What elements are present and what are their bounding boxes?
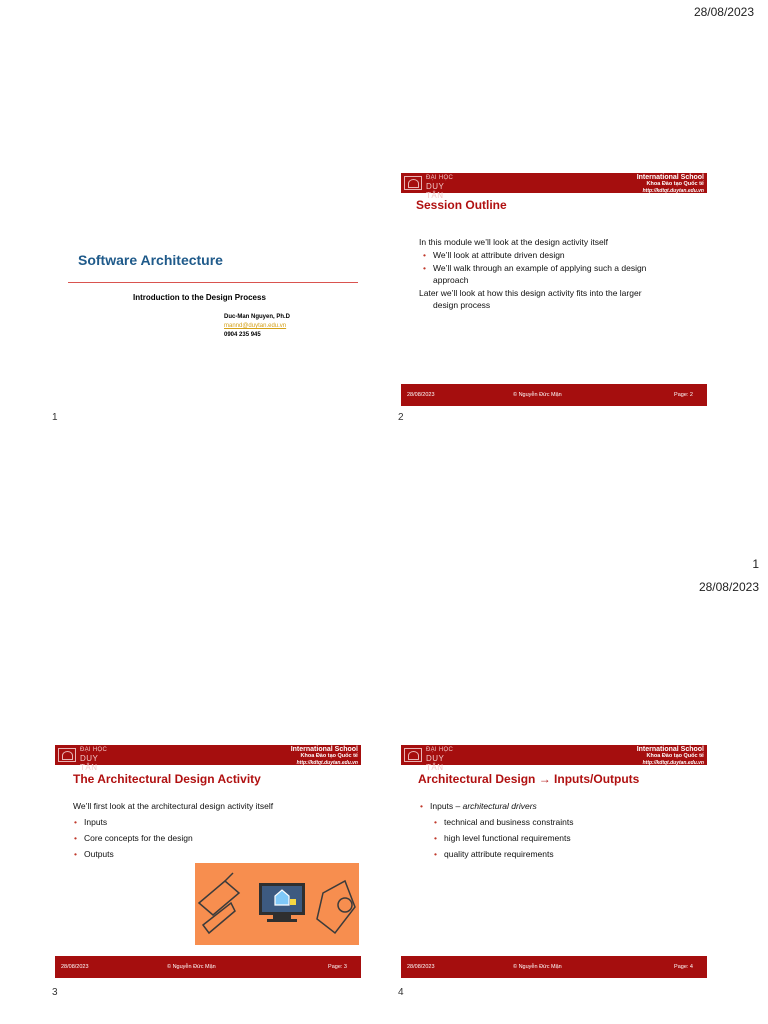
footer-page: Page: 3 — [328, 964, 347, 970]
bullet-item: • Outputs — [84, 849, 114, 860]
school-name-vn: Khoa Đào tạo Quốc tế — [646, 753, 704, 759]
slide-title: Architectural Design → Inputs/Outputs — [418, 772, 640, 786]
sub-bullet-item: • high level functional requirements — [444, 833, 571, 844]
university-logo — [404, 747, 462, 772]
logo-emblem-icon — [404, 748, 422, 762]
school-name-vn: Khoa Đào tạo Quốc tế — [300, 753, 358, 759]
author-name: Duc-Man Nguyen, Ph.D — [224, 314, 291, 320]
slide-header-bar — [401, 173, 707, 200]
school-url: http://kdtqt.duytan.edu.vn — [296, 760, 358, 766]
footer-date: 28/08/2023 — [407, 392, 435, 398]
slide-footer — [55, 956, 361, 978]
sub-bullet-item: • quality attribute requirements — [444, 849, 554, 860]
logo-line1: ĐẠI HỌC — [426, 747, 454, 753]
slide-number-2: 2 — [398, 412, 404, 423]
bullet-item — [430, 801, 537, 812]
author-phone: 0904 235 945 — [224, 332, 261, 338]
footer-page: Page: 4 — [674, 964, 693, 970]
page-date-top: 28/08/2023 — [693, 5, 754, 19]
school-info — [637, 746, 704, 767]
slide-header-bar — [55, 745, 361, 772]
logo-emblem-icon — [58, 748, 76, 762]
footer-author: © Nguyễn Đức Mận — [513, 392, 562, 398]
university-logo — [58, 747, 116, 772]
design-illustration — [195, 863, 359, 945]
bullet-item: • Core concepts for the design — [84, 833, 193, 844]
author-email-link[interactable]: mannd@duytan.edu.vn — [224, 323, 287, 329]
slide-4 — [401, 745, 707, 978]
logo-line2: DUY TÂN — [426, 754, 445, 772]
slide-1 — [60, 173, 366, 406]
sub-bullet-item: • technical and business constraints — [444, 817, 573, 828]
bullet-item: • We’ll walk through an example of applying such a design — [433, 263, 646, 274]
school-name: International School — [290, 746, 358, 753]
slide-header-bar — [401, 745, 707, 772]
bullet-continuation: approach — [433, 275, 469, 285]
slide-footer — [401, 384, 707, 406]
logo-line1: ĐẠI HỌC — [80, 747, 108, 753]
bullet-emphasis: architectural drivers — [462, 801, 537, 811]
slide-title: Software Architecture — [78, 252, 223, 268]
slide-number-1: 1 — [52, 412, 58, 423]
school-name: International School — [636, 174, 704, 181]
bullet-item: • Inputs — [84, 817, 107, 828]
body-line: In this module we’ll look at the design activity itself — [419, 237, 608, 247]
slide-title: Session Outline — [416, 198, 507, 212]
design-tools-icon — [195, 863, 359, 945]
footer-author: © Nguyễn Đức Mận — [167, 964, 216, 970]
logo-line2: DUY TÂN — [426, 182, 445, 200]
footer-date: 28/08/2023 — [407, 964, 435, 970]
slide-3 — [55, 745, 361, 978]
footer-page: Page: 2 — [674, 392, 693, 398]
school-name-vn: Khoa Đào tạo Quốc tế — [646, 181, 704, 187]
school-url: http://kdtqt.duytan.edu.vn — [642, 760, 704, 766]
slide-footer — [401, 956, 707, 978]
bullet-prefix: Inputs – — [430, 801, 463, 811]
logo-emblem-icon — [404, 176, 422, 190]
body-line-continuation: design process — [433, 300, 491, 310]
school-info — [637, 174, 704, 195]
logo-line1: ĐẠI HỌC — [426, 175, 454, 181]
bullet-item: • We’ll look at attribute driven design — [433, 250, 565, 261]
footer-date: 28/08/2023 — [61, 964, 89, 970]
slide-subtitle: Introduction to the Design Process — [133, 293, 266, 302]
title-divider — [68, 282, 358, 283]
page-date-second: 28/08/2023 — [698, 580, 759, 594]
body-line: We’ll first look at the architectural design activity itself — [73, 801, 274, 811]
footer-author: © Nguyễn Đức Mận — [513, 964, 562, 970]
school-url: http://kdtqt.duytan.edu.vn — [642, 188, 704, 194]
body-line: Later we’ll look at how this design activity fits into the larger — [419, 288, 642, 298]
slide-2 — [401, 173, 707, 406]
slide-number-4: 4 — [398, 987, 404, 998]
university-logo — [404, 175, 462, 200]
slide-title: The Architectural Design Activity — [73, 772, 261, 786]
slide-number-3: 3 — [52, 987, 58, 998]
page-number-bottom: 1 — [752, 557, 759, 571]
logo-line2: DUY TÂN — [80, 754, 99, 772]
school-info — [291, 746, 358, 767]
school-name: International School — [636, 746, 704, 753]
